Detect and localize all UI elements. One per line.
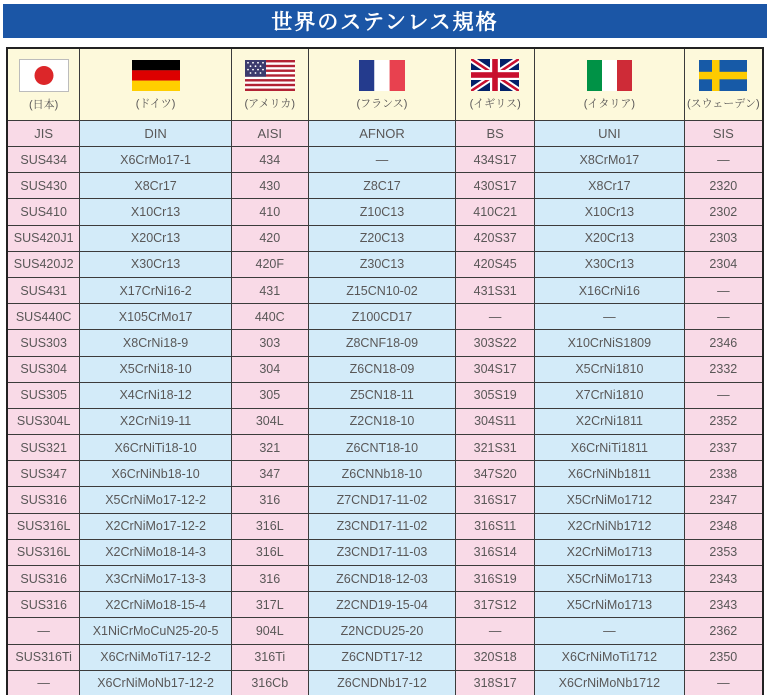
cell-afnor: Z6CND18-12-03 xyxy=(308,566,456,592)
cell-jis: SUS420J1 xyxy=(7,225,80,251)
cell-jis: SUS303 xyxy=(7,330,80,356)
cell-jis: SUS316 xyxy=(7,592,80,618)
code-sis: SIS xyxy=(684,121,763,147)
cell-uni: X7CrNi1810 xyxy=(535,382,685,408)
cell-uni: — xyxy=(535,618,685,644)
cell-uni: X30Cr13 xyxy=(535,251,685,277)
table-row xyxy=(7,173,763,199)
cell-sis: 2362 xyxy=(684,618,763,644)
cell-uni: X6CrNiMoTi1712 xyxy=(535,644,685,670)
cell-sis: 2346 xyxy=(684,330,763,356)
cell-uni: X6CrNiNb1811 xyxy=(535,461,685,487)
cell-bs: 430S17 xyxy=(456,173,535,199)
standards-table xyxy=(6,47,764,695)
cell-sis: 2304 xyxy=(684,251,763,277)
cell-afnor: Z20C13 xyxy=(308,225,456,251)
germany-flag-icon xyxy=(132,60,180,91)
cell-sis: 2352 xyxy=(684,408,763,434)
cell-sis: 2343 xyxy=(684,566,763,592)
country-label: (アメリカ) xyxy=(244,97,296,110)
cell-jis: SUS410 xyxy=(7,199,80,225)
cell-sis: — xyxy=(684,670,763,695)
cell-bs: 304S11 xyxy=(456,408,535,434)
table-row xyxy=(7,356,763,382)
cell-sis: 2343 xyxy=(684,592,763,618)
cell-aisi: 316 xyxy=(231,566,308,592)
table-row xyxy=(7,539,763,565)
cell-sis: 2337 xyxy=(684,435,763,461)
cell-jis: SUS316 xyxy=(7,487,80,513)
cell-aisi: 304L xyxy=(231,408,308,434)
table-row xyxy=(7,592,763,618)
cell-bs: 410C21 xyxy=(456,199,535,225)
table-row xyxy=(7,435,763,461)
uk-flag-icon xyxy=(471,59,519,91)
cell-bs: — xyxy=(456,618,535,644)
cell-aisi: 317L xyxy=(231,592,308,618)
cell-aisi: 410 xyxy=(231,199,308,225)
country-label: (イギリス) xyxy=(469,98,521,110)
cell-din: X6CrNiTi18-10 xyxy=(80,435,232,461)
cell-jis: SUS321 xyxy=(7,435,80,461)
cell-din: X2CrNiMo17-12-2 xyxy=(80,513,232,539)
cell-uni: X5CrNiMo1713 xyxy=(535,566,685,592)
table-row xyxy=(7,461,763,487)
cell-uni: X10CrNiS1809 xyxy=(535,330,685,356)
table-row xyxy=(7,251,763,277)
code-bs: BS xyxy=(456,121,535,147)
cell-jis: SUS420J2 xyxy=(7,251,80,277)
cell-aisi: 316L xyxy=(231,513,308,539)
cell-din: X8CrNi18-9 xyxy=(80,330,232,356)
country-label: (日本) xyxy=(28,98,59,111)
cell-bs: 320S18 xyxy=(456,644,535,670)
cell-din: X5CrNi18-10 xyxy=(80,356,232,382)
cell-bs: 321S31 xyxy=(456,435,535,461)
cell-din: X6CrNiNb18-10 xyxy=(80,461,232,487)
cell-aisi: 316 xyxy=(231,487,308,513)
cell-afnor: Z2NCDU25-20 xyxy=(308,618,456,644)
cell-afnor: Z2CN18-10 xyxy=(308,408,456,434)
code-din: DIN xyxy=(80,121,232,147)
cell-aisi: 321 xyxy=(231,435,308,461)
header-usa xyxy=(231,48,308,121)
japan-flag-icon xyxy=(19,59,69,92)
cell-afnor: — xyxy=(308,147,456,173)
cell-afnor: Z6CNDNb17-12 xyxy=(308,670,456,695)
cell-aisi: 304 xyxy=(231,356,308,382)
cell-uni: X10Cr13 xyxy=(535,199,685,225)
table-row xyxy=(7,382,763,408)
cell-uni: X20Cr13 xyxy=(535,225,685,251)
cell-afnor: Z6CNNb18-10 xyxy=(308,461,456,487)
cell-jis: SUS316L xyxy=(7,539,80,565)
cell-bs: 420S45 xyxy=(456,251,535,277)
table-row xyxy=(7,513,763,539)
table-row xyxy=(7,408,763,434)
cell-afnor: Z6CNT18-10 xyxy=(308,435,456,461)
cell-afnor: Z8C17 xyxy=(308,173,456,199)
cell-jis: SUS431 xyxy=(7,277,80,303)
header-japan xyxy=(7,48,80,121)
page-title xyxy=(3,4,767,38)
cell-uni: X2CrNiMo1713 xyxy=(535,539,685,565)
cell-afnor: Z5CN18-11 xyxy=(308,382,456,408)
cell-afnor: Z3CND17-11-03 xyxy=(308,539,456,565)
cell-din: X3CrNiMo17-13-3 xyxy=(80,566,232,592)
cell-sis: — xyxy=(684,304,763,330)
cell-din: X6CrNiMoNb17-12-2 xyxy=(80,670,232,695)
cell-sis: 2302 xyxy=(684,199,763,225)
country-label: (フランス) xyxy=(356,97,408,110)
cell-sis: 2350 xyxy=(684,644,763,670)
cell-uni: X5CrNiMo1713 xyxy=(535,592,685,618)
cell-bs: 420S37 xyxy=(456,225,535,251)
cell-afnor: Z2CND19-15-04 xyxy=(308,592,456,618)
cell-uni: X2CrNiNb1712 xyxy=(535,513,685,539)
country-label: (ドイツ) xyxy=(135,97,176,110)
cell-aisi: 316L xyxy=(231,539,308,565)
france-flag-icon xyxy=(359,60,405,91)
cell-sis: 2338 xyxy=(684,461,763,487)
table-row xyxy=(7,304,763,330)
cell-aisi: 420F xyxy=(231,251,308,277)
cell-sis: 2303 xyxy=(684,225,763,251)
cell-afnor: Z6CN18-09 xyxy=(308,356,456,382)
cell-jis: SUS316L xyxy=(7,513,80,539)
cell-bs: 347S20 xyxy=(456,461,535,487)
cell-bs: 316S19 xyxy=(456,566,535,592)
cell-afnor: Z3CND17-11-02 xyxy=(308,513,456,539)
cell-bs: 303S22 xyxy=(456,330,535,356)
usa-flag-icon xyxy=(245,60,295,91)
cell-afnor: Z8CNF18-09 xyxy=(308,330,456,356)
table-row xyxy=(7,147,763,173)
cell-din: X8Cr17 xyxy=(80,173,232,199)
cell-sis: 2320 xyxy=(684,173,763,199)
cell-bs: 316S14 xyxy=(456,539,535,565)
cell-sis: 2332 xyxy=(684,356,763,382)
standard-code-row xyxy=(7,121,763,147)
cell-afnor: Z7CND17-11-02 xyxy=(308,487,456,513)
table-row xyxy=(7,330,763,356)
cell-din: X17CrNi16-2 xyxy=(80,277,232,303)
header-italy xyxy=(535,48,685,121)
cell-aisi: 303 xyxy=(231,330,308,356)
cell-aisi: 440C xyxy=(231,304,308,330)
cell-din: X105CrMo17 xyxy=(80,304,232,330)
cell-afnor: Z100CD17 xyxy=(308,304,456,330)
code-aisi: AISI xyxy=(231,121,308,147)
cell-din: X30Cr13 xyxy=(80,251,232,277)
cell-din: X2CrNiMo18-14-3 xyxy=(80,539,232,565)
cell-jis: SUS316Ti xyxy=(7,644,80,670)
table-row xyxy=(7,199,763,225)
cell-sis: 2347 xyxy=(684,487,763,513)
cell-aisi: 430 xyxy=(231,173,308,199)
cell-aisi: 431 xyxy=(231,277,308,303)
cell-aisi: 316Cb xyxy=(231,670,308,695)
cell-sis: 2348 xyxy=(684,513,763,539)
cell-aisi: 347 xyxy=(231,461,308,487)
table-row xyxy=(7,277,763,303)
cell-jis: — xyxy=(7,618,80,644)
cell-din: X10Cr13 xyxy=(80,199,232,225)
cell-din: X2CrNi19-11 xyxy=(80,408,232,434)
cell-sis: — xyxy=(684,382,763,408)
cell-jis: SUS316 xyxy=(7,566,80,592)
cell-din: X2CrNiMo18-15-4 xyxy=(80,592,232,618)
cell-din: X1NiCrMoCuN25-20-5 xyxy=(80,618,232,644)
table-row xyxy=(7,618,763,644)
cell-uni: X6CrNiMoNb1712 xyxy=(535,670,685,695)
cell-jis: SUS304 xyxy=(7,356,80,382)
flag-row xyxy=(7,48,763,121)
cell-uni: X2CrNi1811 xyxy=(535,408,685,434)
cell-bs: 317S12 xyxy=(456,592,535,618)
cell-jis: SUS347 xyxy=(7,461,80,487)
code-jis: JIS xyxy=(7,121,80,147)
country-label: (スウェーデン) xyxy=(687,97,760,110)
cell-din: X6CrMo17-1 xyxy=(80,147,232,173)
cell-uni: X8Cr17 xyxy=(535,173,685,199)
code-afnor: AFNOR xyxy=(308,121,456,147)
header-uk xyxy=(456,48,535,121)
cell-bs: — xyxy=(456,304,535,330)
page-title-text: 世界のステンレス規格 xyxy=(271,11,499,34)
table-row xyxy=(7,644,763,670)
header-sweden xyxy=(684,48,763,121)
cell-jis: SUS304L xyxy=(7,408,80,434)
cell-jis: SUS440C xyxy=(7,304,80,330)
cell-uni: X5CrNiMo1712 xyxy=(535,487,685,513)
cell-bs: 316S17 xyxy=(456,487,535,513)
table-row xyxy=(7,487,763,513)
cell-bs: 318S17 xyxy=(456,670,535,695)
cell-din: X5CrNiMo17-12-2 xyxy=(80,487,232,513)
table-row xyxy=(7,566,763,592)
cell-jis: — xyxy=(7,670,80,695)
cell-aisi: 305 xyxy=(231,382,308,408)
table-row xyxy=(7,225,763,251)
cell-aisi: 420 xyxy=(231,225,308,251)
cell-afnor: Z30C13 xyxy=(308,251,456,277)
cell-sis: — xyxy=(684,277,763,303)
cell-bs: 431S31 xyxy=(456,277,535,303)
cell-din: X20Cr13 xyxy=(80,225,232,251)
cell-bs: 434S17 xyxy=(456,147,535,173)
header-germany xyxy=(80,48,232,121)
cell-uni: — xyxy=(535,304,685,330)
cell-bs: 316S11 xyxy=(456,513,535,539)
sweden-flag-icon xyxy=(699,60,747,91)
cell-uni: X6CrNiTi1811 xyxy=(535,435,685,461)
cell-din: X4CrNi18-12 xyxy=(80,382,232,408)
cell-din: X6CrNiMoTi17-12-2 xyxy=(80,644,232,670)
cell-jis: SUS305 xyxy=(7,382,80,408)
cell-bs: 304S17 xyxy=(456,356,535,382)
cell-aisi: 904L xyxy=(231,618,308,644)
code-uni: UNI xyxy=(535,121,685,147)
italy-flag-icon xyxy=(587,60,632,91)
cell-uni: X8CrMo17 xyxy=(535,147,685,173)
country-label: (イタリア) xyxy=(583,97,636,110)
cell-jis: SUS434 xyxy=(7,147,80,173)
cell-aisi: 316Ti xyxy=(231,644,308,670)
header-france xyxy=(308,48,456,121)
cell-uni: X5CrNi1810 xyxy=(535,356,685,382)
cell-afnor: Z10C13 xyxy=(308,199,456,225)
cell-aisi: 434 xyxy=(231,147,308,173)
cell-afnor: Z6CNDT17-12 xyxy=(308,644,456,670)
cell-afnor: Z15CN10-02 xyxy=(308,277,456,303)
cell-bs: 305S19 xyxy=(456,382,535,408)
cell-sis: — xyxy=(684,147,763,173)
cell-uni: X16CrNi16 xyxy=(535,277,685,303)
cell-sis: 2353 xyxy=(684,539,763,565)
table-row xyxy=(7,670,763,695)
cell-jis: SUS430 xyxy=(7,173,80,199)
